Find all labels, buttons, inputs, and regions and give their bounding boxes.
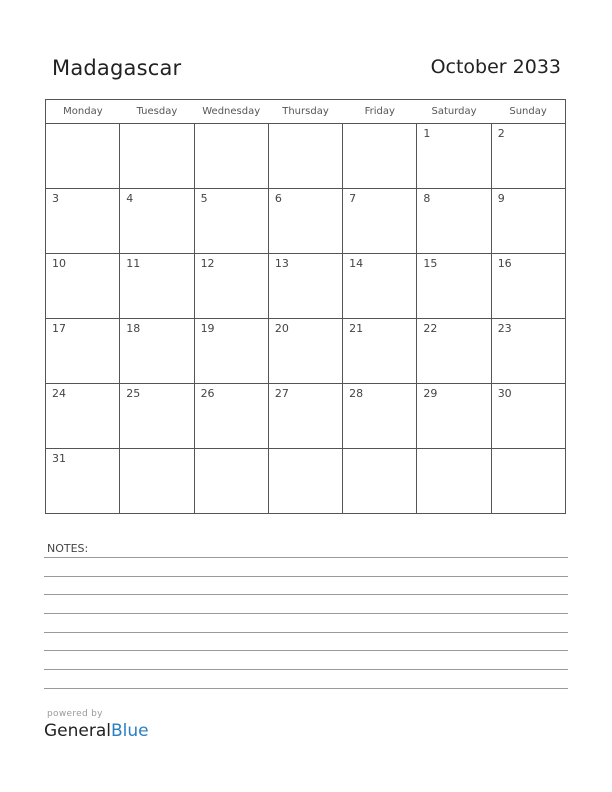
day-number [417,449,490,452]
day-cell [120,449,194,514]
day-number: 26 [200,387,215,400]
day-cell [491,384,565,449]
powered-by-text: powered by [47,709,103,719]
note-line [44,669,568,670]
day-cell [194,449,268,514]
day-number: 9 [497,192,505,205]
day-cell [268,319,342,384]
day-number: 21 [349,322,364,335]
day-cell [417,319,491,384]
day-number: 13 [274,257,289,270]
day-number [195,449,268,452]
day-cell [46,254,120,319]
day-cell [46,124,120,189]
day-cell [491,189,565,254]
day-cell [268,189,342,254]
note-line [44,632,568,633]
day-cell [343,449,417,514]
day-number: 18 [126,322,141,335]
day-cell [194,254,268,319]
day-number: 28 [349,387,364,400]
day-number: 6 [274,192,282,205]
weekday-sunday: Sunday [491,100,565,124]
day-cell [417,254,491,319]
day-number: 24 [52,387,66,400]
day-number [269,124,342,127]
day-cell [417,189,491,254]
day-cell [120,319,194,384]
day-number: 16 [497,257,512,270]
day-cell [268,254,342,319]
weekday-monday: Monday [46,100,120,124]
day-cell [343,254,417,319]
week-row [46,124,566,189]
day-number: 4 [126,192,134,205]
day-number: 2 [497,127,505,140]
note-line [44,613,568,614]
week-row [46,254,566,319]
day-number: 22 [423,322,438,335]
day-cell [194,319,268,384]
week-row [46,384,566,449]
weekday-saturday: Saturday [417,100,491,124]
note-line [44,576,568,577]
day-cell [491,254,565,319]
weekday-header-row [46,100,566,124]
day-number: 17 [52,322,66,335]
day-cell [343,319,417,384]
day-cell [46,319,120,384]
note-line [44,557,568,558]
day-cell [343,384,417,449]
day-cell [417,449,491,514]
weekday-tuesday: Tuesday [120,100,194,124]
day-number: 14 [349,257,364,270]
day-number [269,449,342,452]
day-cell [491,124,565,189]
weekday-friday: Friday [343,100,417,124]
day-cell [46,449,120,514]
day-number: 8 [423,192,431,205]
note-line [44,650,568,651]
day-cell [343,124,417,189]
day-cell [491,449,565,514]
day-cell [417,384,491,449]
weekday-thursday: Thursday [268,100,342,124]
month-year: October 2033 [430,56,561,78]
day-number: 3 [52,192,59,205]
day-number: 12 [200,257,215,270]
day-cell [268,124,342,189]
note-line [44,594,568,595]
day-cell [268,384,342,449]
day-number: 20 [274,322,289,335]
calendar-grid [45,99,566,514]
day-number: 30 [497,387,512,400]
brand-blue: Blue [111,721,149,741]
day-cell [194,189,268,254]
day-cell [417,124,491,189]
day-number: 27 [274,387,289,400]
day-cell [120,254,194,319]
day-number [120,449,193,452]
day-number: 1 [423,127,431,140]
week-row [46,319,566,384]
day-number [343,124,416,127]
week-row [46,189,566,254]
day-cell [120,384,194,449]
day-cell [343,189,417,254]
week-row [46,449,566,514]
notes-label: NOTES: [47,542,89,555]
day-number: 5 [200,192,208,205]
day-number: 15 [423,257,438,270]
day-number [120,124,193,127]
day-cell [491,319,565,384]
day-number: 19 [200,322,215,335]
day-cell [120,189,194,254]
day-number: 11 [126,257,141,270]
weekday-wednesday: Wednesday [194,100,268,124]
day-cell [46,189,120,254]
brand-logo [44,721,149,741]
day-number: 23 [497,322,512,335]
day-number [195,124,268,127]
day-cell [46,384,120,449]
calendar-title: Madagascar [52,56,182,80]
day-number [343,449,416,452]
day-cell [194,384,268,449]
day-number [46,124,119,127]
day-cell [268,449,342,514]
day-cell [120,124,194,189]
note-line [44,688,568,689]
day-number: 31 [52,452,66,465]
day-number: 29 [423,387,438,400]
day-number: 10 [52,257,66,270]
brand-general: General [44,721,111,741]
day-number: 25 [126,387,141,400]
day-number [492,449,565,452]
day-number: 7 [349,192,357,205]
day-cell [194,124,268,189]
